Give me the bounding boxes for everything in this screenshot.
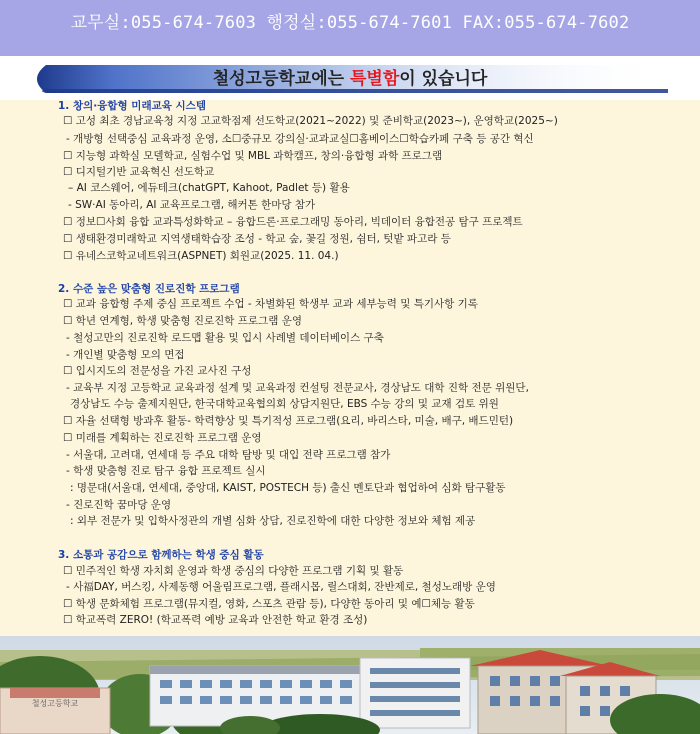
list-item: ☐ 디지털기반 교육혁신 선도학교 bbox=[63, 166, 215, 178]
list-item: ☐ 정보☐사회 융합 교과특성화학교 – 융합드론·프로그래밍 동아리, 빅데이터 융합전공 탐구 프로젝트 bbox=[63, 216, 523, 228]
list-item: ☐ 교과 융합형 주제 중심 프로젝트 수업 - 차별화된 학생부 교과 세부능력 및 특기사항 기록 bbox=[63, 298, 478, 310]
list-item: 경상남도 수능 출제지원단, 한국대학교육협의회 상담지원단, EBS 수능 강의 및 교재 검토 위원 bbox=[70, 398, 499, 410]
list-item: - 사福DAY, 버스킹, 사제동행 어울림프로그램, 플래시몹, 릴스대회, 잔반제로, 철성노래방 운영 bbox=[66, 581, 496, 593]
list-item: ☐ 학생 문화체험 프로그램(뮤지컬, 영화, 스포츠 관람 등), 다양한 동아리 및 예☐체능 활동 bbox=[63, 598, 475, 610]
list-item: - 진로진학 꿈마당 운영 bbox=[66, 499, 172, 511]
list-item: ☐ 학년 연계형, 학생 맞춤형 진로진학 프로그램 운영 bbox=[63, 315, 302, 327]
school-sign: 철성고등학교 bbox=[31, 699, 79, 708]
list-item: - 교육부 지정 고등학교 교육과정 설계 및 교육과정 컨설팅 전문교사, 경상남도 대학 진학 전문 위원단, bbox=[66, 382, 529, 394]
headline-suffix: 이 있습니다 bbox=[399, 69, 488, 89]
list-item: - SW·AI 동아리, AI 교육프로그램, 해커톤 한마당 참가 bbox=[68, 199, 316, 211]
list-item: ☐ 자율 선택형 방과후 활동- 학력향상 및 특기적성 프로그램(요리, 바리스타, 미술, 배구, 배드민턴) bbox=[63, 415, 514, 427]
list-item: ☐ 민주적인 학생 자치회 운영과 학생 중심의 다양한 프로그램 기획 및 활동 bbox=[63, 565, 404, 577]
page-headline bbox=[0, 64, 700, 89]
list-item: ☐ 미래를 계획하는 진로진학 프로그램 운영 bbox=[63, 432, 262, 444]
list-item: : 외부 전문가 및 입학사정관의 개별 심화 상담, 진로진학에 대한 다양한 정보와 체험 제공 bbox=[70, 515, 476, 527]
list-item: ☐ 학교폭력 ZERO! (학교폭력 예방 교육과 안전한 학교 환경 조성) bbox=[63, 614, 368, 626]
list-item: - 개방형 선택중심 교육과정 운영, 소☐중규모 강의실·교과교실☐홈베이스☐학습카페 구축 등 공간 혁신 bbox=[66, 133, 534, 145]
contact-info: 교무실:055-674-7603 행정실:055-674-7601 FAX:055-674-7602 bbox=[70, 13, 630, 33]
headline-highlight: 특별함 bbox=[349, 69, 400, 89]
section-title: 1. 창의·융합형 미래교육 시스템 bbox=[58, 100, 206, 112]
headline-prefix: 철성고등학교에는 bbox=[212, 69, 350, 89]
list-item: : 명문대(서울대, 연세대, 중앙대, KAIST, POSTECH 등) 출신 멘토단과 협업하여 심화 탐구활동 bbox=[70, 482, 506, 494]
list-item: ☐ 지능형 과학실 모델학교, 실험수업 및 MBL 과학캠프, 창의·융합형 과학 프로그램 bbox=[63, 150, 443, 162]
campus-illustration bbox=[0, 636, 700, 734]
section-title: 2. 수준 높은 맞춤형 진로진학 프로그램 bbox=[58, 283, 240, 295]
list-item: - 학생 맞춤형 진로 탐구 융합 프로젝트 실시 bbox=[66, 465, 266, 477]
list-item: ☐ 유네스코학교네트워크(ASPNET) 회원교(2025. 11. 04.) bbox=[63, 250, 339, 262]
contact-bar bbox=[0, 0, 700, 56]
list-item: – AI 코스웨어, 에듀테크(chatGPT, Kahoot, Padlet 등) 활용 bbox=[68, 182, 350, 194]
list-item: - 개인별 맞춤형 모의 면접 bbox=[66, 349, 185, 361]
list-item: - 철성고만의 진로진학 로드맵 활용 및 입시 사례별 데이터베이스 구축 bbox=[66, 332, 384, 344]
school-campus-photo bbox=[0, 636, 700, 734]
list-item: ☐ 입시지도의 전문성을 가진 교사진 구성 bbox=[63, 365, 252, 377]
list-item: ☐ 고성 최초 경남교육청 지정 고교학점제 선도학교(2021~2022) 및 준비학교(2023~), 운영학교(2025~) bbox=[63, 115, 558, 127]
section-title: 3. 소통과 공감으로 함께하는 학생 중심 활동 bbox=[58, 549, 264, 561]
list-item: - 서울대, 고려대, 연세대 등 주요 대학 탐방 및 대입 전략 프로그램 참가 bbox=[66, 449, 391, 461]
list-item: ☐ 생태환경미래학교 지역생태학습장 조성 - 학교 숲, 꽃길 정원, 쉼터, 텃밭 파고라 등 bbox=[63, 233, 451, 245]
